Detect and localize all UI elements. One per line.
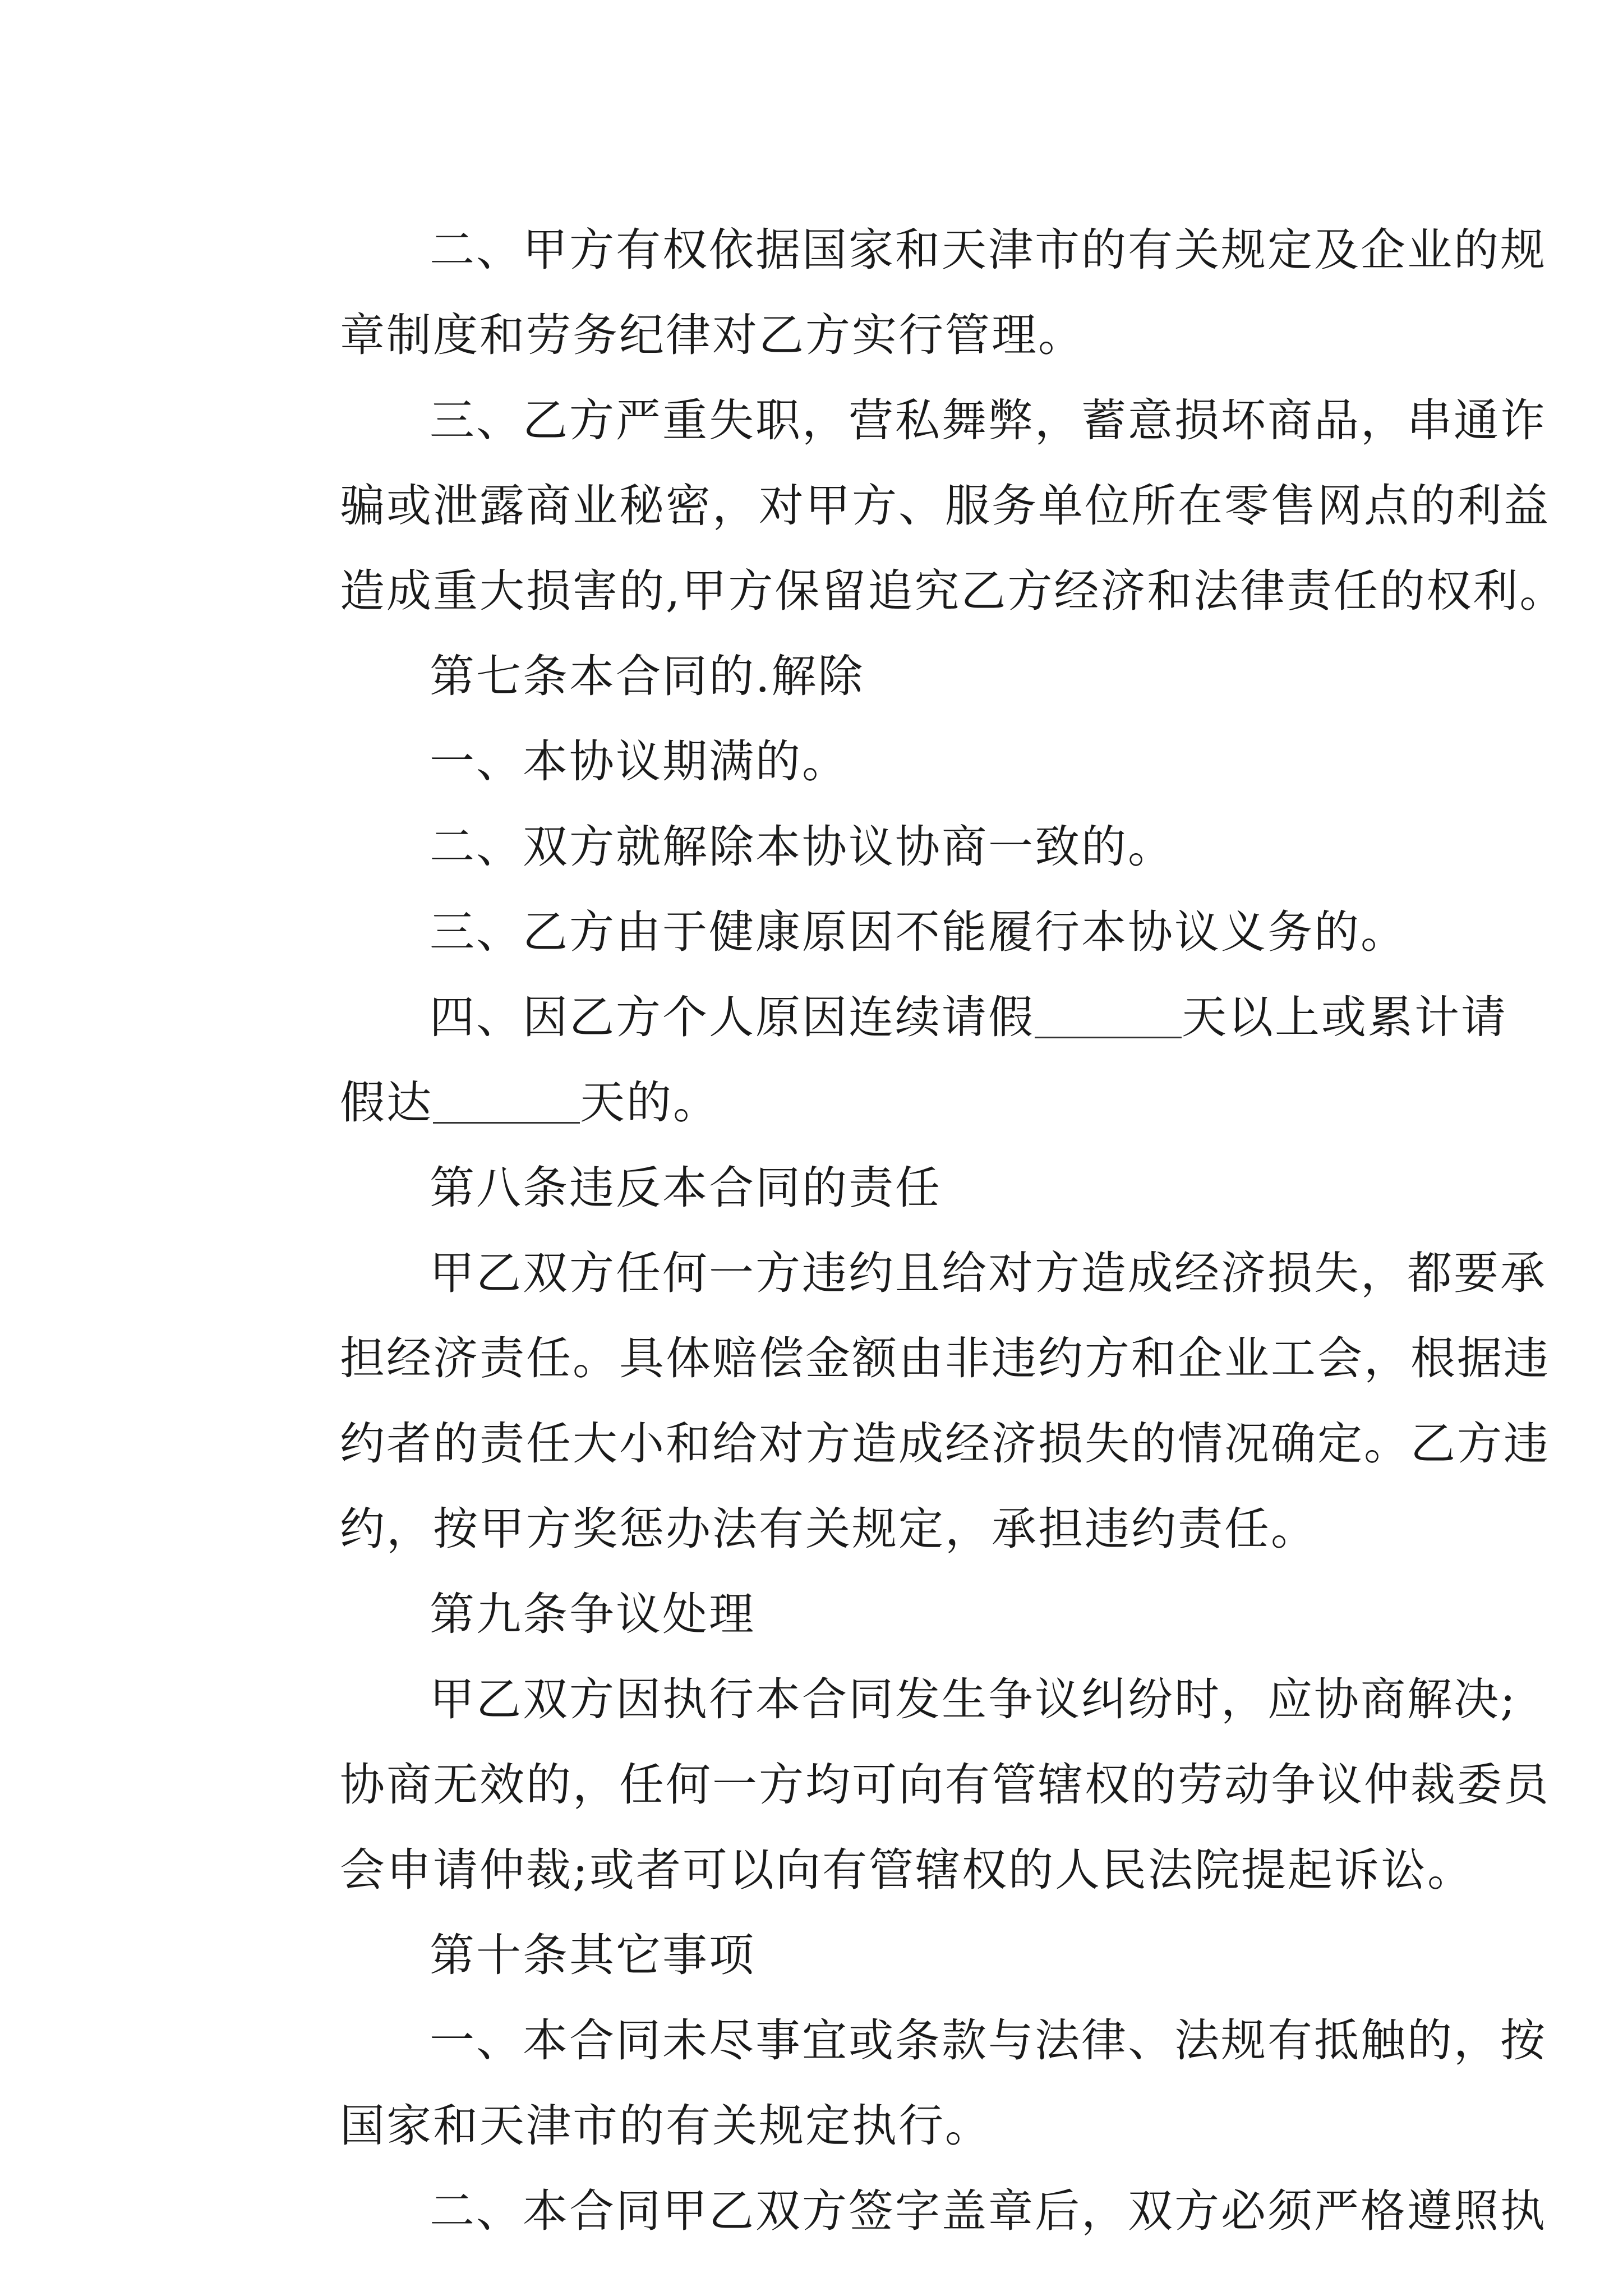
clause-paragraph [250,378,1566,634]
text-line [250,975,1507,1060]
document-body [250,208,1566,2254]
text-line [250,1060,1384,1145]
clause-paragraph [250,1657,1550,1913]
clause-paragraph [250,208,1547,378]
text-line: 协商无效的，任何一方均可向有管辖权的劳动争议仲裁委员 [340,1759,1550,1811]
heading-text: 第十条其它事项 [430,1929,755,1981]
article-heading [250,1913,1384,1998]
text-line: 约，按甲方奖惩办法有关规定，承担违约责任。 [340,1503,1317,1555]
heading-text: 第七条本合同的.解除 [430,650,865,702]
clause-paragraph [250,890,1407,975]
text-line: 三、乙方由于健康原因不能履行本协议义务的。 [430,906,1407,958]
text-line: 一、本合同未尽事宜或条款与法律、法规有抵触的，按 [430,2014,1547,2067]
text-segment: 假达 [340,1076,433,1129]
text-line: 一、本协议期满的。 [430,735,849,788]
article-heading [250,634,1384,719]
heading-text: 第九条争议处理 [430,1588,755,1640]
text-line: 担经济责任。具体赔偿金额由非违约方和企业工会，根据违 [340,1332,1550,1384]
text-line: 三、乙方严重失职，营私舞弊，蓄意损坏商品，串通诈 [430,394,1547,447]
text-segment: 天的。 [580,1076,720,1129]
text-segment: 天以上或累计请 [1182,991,1507,1043]
clause-paragraph [250,804,1384,890]
fill-in-blank[interactable] [433,1077,580,1124]
text-line: 国家和天津市的有关规定执行。 [340,2100,992,2152]
text-line: 造成重大损害的,甲方保留追究乙方经济和法律责任的权利。 [340,565,1566,617]
clause-paragraph [250,1998,1547,2169]
text-line: 甲乙双方任何一方违约且给对方造成经济损失，都要承 [430,1247,1547,1299]
text-line: 章制度和劳务纪律对乙方实行管理。 [340,309,1085,361]
clause-paragraph-with-blanks [250,975,1507,1145]
text-segment: 四、因乙方个人原因连续请假 [430,991,1035,1043]
text-line: 甲乙双方因执行本合同发生争议纠纷时，应协商解决; [430,1673,1517,1726]
clause-paragraph [250,2169,1547,2254]
clause-paragraph [250,719,1384,804]
text-line: 二、本合同甲乙双方签字盖章后，双方必须严格遵照执 [430,2185,1547,2237]
text-line: 二、甲方有权依据国家和天津市的有关规定及企业的规 [430,224,1547,276]
article-heading [250,1145,1384,1231]
clause-paragraph [250,1231,1550,1572]
article-heading [250,1572,1384,1657]
text-line: 会申请仲裁;或者可以向有管辖权的人民法院提起诉讼。 [340,1844,1474,1896]
text-line: 二、双方就解除本协议协商一致的。 [430,821,1174,873]
text-line: 骗或泄露商业秘密，对甲方、服务单位所在零售网点的利益 [340,480,1550,532]
fill-in-blank[interactable] [1035,992,1182,1038]
heading-text: 第八条违反本合同的责任 [430,1162,942,1214]
text-line: 约者的责任大小和给对方造成经济损失的情况确定。乙方违 [340,1418,1550,1470]
